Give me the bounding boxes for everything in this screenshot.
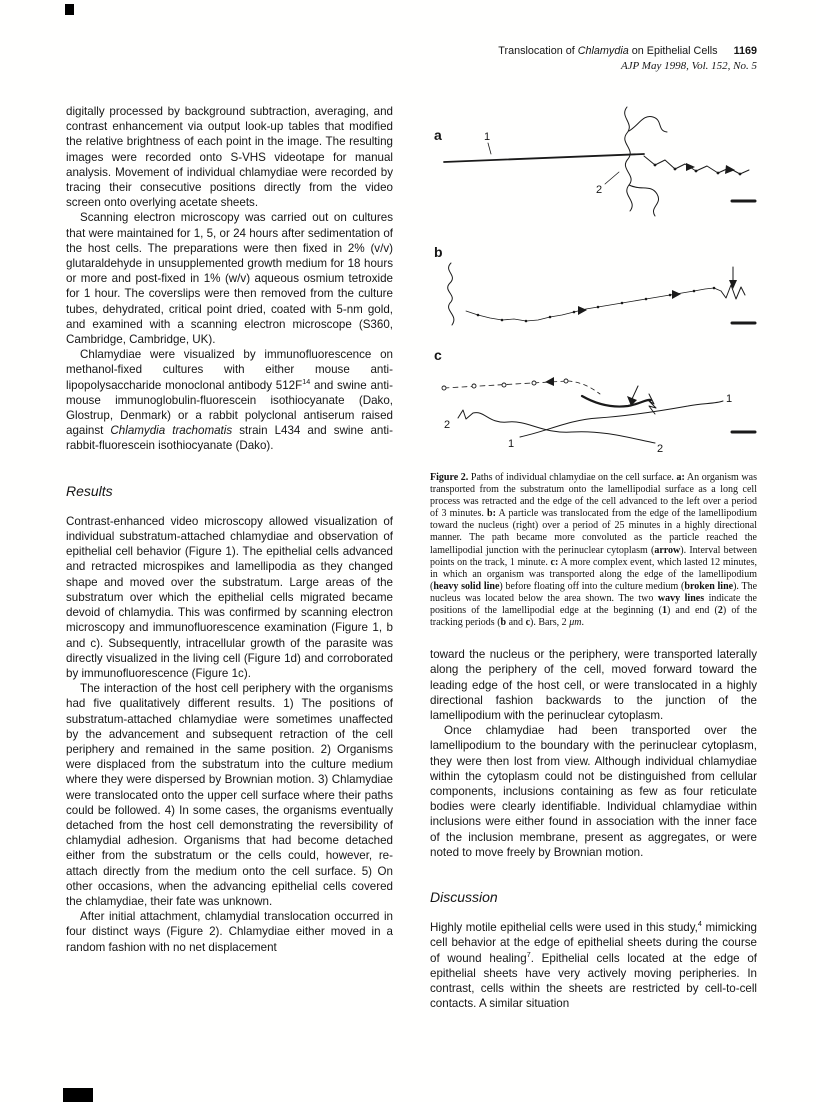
discussion-heading: Discussion bbox=[430, 889, 498, 906]
paragraph: After initial attachment, chlamydial translocation occurred in four distinct ways (Figure 2). Chlamydiae either moved in a random fashion with no net displacement bbox=[66, 910, 393, 954]
panel-c-marker-1-inner: 1 bbox=[508, 438, 515, 450]
print-mark-bottom-left bbox=[63, 1088, 93, 1102]
panel-c-marker-1-right: 1 bbox=[726, 393, 733, 405]
figure-2 bbox=[430, 104, 757, 629]
panel-a-label: a bbox=[434, 127, 442, 143]
left-column bbox=[66, 104, 393, 1011]
journal-citation: AJP May 1998, Vol. 152, No. 5 bbox=[620, 60, 757, 72]
figure-2-panel-a bbox=[430, 104, 757, 239]
running-head-line bbox=[66, 44, 757, 59]
broken-line-track bbox=[568, 381, 600, 394]
lamellipodial-edge-squiggle bbox=[448, 263, 454, 325]
article-body bbox=[66, 104, 757, 1011]
arrowhead-icon bbox=[725, 165, 735, 174]
marker-tick bbox=[605, 172, 619, 184]
cell-edge-squiggle-upper bbox=[629, 116, 667, 132]
results-heading: Results bbox=[66, 482, 113, 499]
panel-a-marker-2: 2 bbox=[596, 184, 603, 196]
paragraph: Once chlamydiae had been transported over the lamellipodium to the boundary with the perinuclear cytoplasm, they were then lost from view. Although individual chlamydiae within the cytoplasm could not be distinguished from cellular components, inclusions containing as few as four reticulate bodies were clearly identifiable. Individual chlamydiae within inclusions were either found in association with the inner face of the inclusion membrane, present as aggregates, or were noted to move freely by Brownian motion. bbox=[430, 724, 757, 859]
figure-2-panel-c bbox=[430, 344, 757, 462]
cell-edge-squiggle-lower bbox=[629, 185, 659, 216]
figure-2-panel-b bbox=[430, 239, 757, 344]
print-mark-top-left bbox=[65, 4, 74, 15]
panel-c-marker-2-inner: 2 bbox=[657, 443, 664, 455]
cell-edge-squiggle bbox=[625, 107, 633, 211]
figure-2-caption: Figure 2. Paths of individual chlamydiae on the cell surface. a: An organism was transported from the substratum onto the lamellipodial surface as a long cell process was retracted and the edge of the cell advanced to the left over a period of 3 minutes. b: A particle was translocated from the edge of the lamellipodium toward the nucleus (right) over a period of 25 minutes in a highly directional manner. The path became more convoluted as the particle reached the lamellipodial junction with the perinuclear cytoplasm (arrow). Interval between points on the track, 1 minute. c: A more complex event, which lasted 12 minutes, in which an organism was transported along the edge of the lamellipodium (heavy solid line) before floating off into the culture medium (broken line). The nucleus was located below the area shown. The two wavy lines indicate the positions of the lamellipodial edge at the beginning (1) and end (2) of the tracking periods (b and c). Bars, 2 μm. bbox=[430, 472, 758, 629]
junction-arrow-icon bbox=[632, 386, 638, 399]
running-title: Translocation of Chlamydia on Epithelial Cells bbox=[498, 45, 718, 57]
panel-b-label: b bbox=[434, 244, 443, 260]
right-column bbox=[430, 104, 757, 1011]
arrowhead-icon bbox=[672, 290, 681, 299]
paragraph: digitally processed by background subtraction, averaging, and contrast enhancement via output look-up tables that modified the relative brightness of each point in the image. The resulting images were recorded onto S-VHS videotape for manual analysis. Movement of individual chlamydiae were recorded by tracing their consecutive positions directly from the video screen onto overlying acetate sheets. bbox=[66, 105, 393, 210]
running-head bbox=[66, 44, 757, 74]
track-points bbox=[477, 287, 716, 323]
page-number: 1169 bbox=[733, 45, 757, 57]
cell-process-line bbox=[444, 154, 644, 162]
paragraph: Contrast-enhanced video microscopy allowed visualization of individual substratum-attached chlamydiae and observation of epithelial cell behavior (Figure 1). The epithelial cells advanced and retracted microspikes and lamellipodia as they changed shape and moved over the substratum. Large areas of the substratum over which the epithelial cells migrated became devoid of chlamydia. This was confirmed by scanning electron microscopy and immunofluorescence examination (Figure 1, b and c). Subsequently, intracellular growth of the parasite was directly visualized in the living cell (Figure 1d) and corroborated by immunofluorescence (Figure 1c). bbox=[66, 514, 393, 680]
paragraph: Scanning electron microscopy was carried out on cultures that were maintained for 1, 5, or 24 hours after sedimentation of the host cells. The preparations were then fixed in 2% (v/v) glutaraldehyde in unsupplemented growth medium for 18 hours or more and post-fixed in 1% (w/v) aqueous osmium tetroxide for 1 hour. The coverslips were then removed from the culture tubes, dehydrated, critical point dried, coated with 5-nm gold, and examined with a scanning electron microscope (S360, Cambridge, Cambridge, UK). bbox=[66, 211, 393, 347]
particle-track bbox=[466, 288, 721, 321]
arrowhead-icon bbox=[545, 377, 554, 386]
paragraph: toward the nucleus or the periphery, were transported laterally along the periphery of the cell, moved forward toward the leading edge of the host cell, or were translocated in a highly directional fashion backwards to the junction of the lamellipodium with the perinuclear cytoplasm. bbox=[430, 648, 757, 723]
arrowhead-icon bbox=[578, 306, 587, 315]
panel-c-marker-2-left: 2 bbox=[444, 419, 451, 431]
heavy-solid-track bbox=[582, 396, 651, 407]
panel-c-label: c bbox=[434, 347, 442, 363]
paragraph: The interaction of the host cell periphery with the organisms had five qualitatively different results. 1) The positions of substratum-attached chlamydiae were sometimes unaffected by the advancement and subsequent retraction of the cell periphery and remained in the same position. 2) Organisms were displaced from the substratum into the culture medium where they were dispersed by Brownian motion. 3) Chlamydiae were translocated onto the upper cell surface where their paths could be followed. 4) In some cases, the organisms eventually detached from the host cell demonstrating the reversibility of chlamydial adhesion. Organisms that had become detached either from the substratum or the cells could, however, re-attach directly from the medium onto the cell surface. 5) On other occasions, when the advancing epithelial cells covered the chlamydiae, their fate was unknown. bbox=[66, 682, 393, 908]
paragraph: Highly motile epithelial cells were used in this study,$^4$ mimicking cell behavior at the edge of epithelial sheets during the course of wound healing$^7$. Epithelial cells located at the edge of epithelial sheets have very actively moving peripheries. In contrast, cells within the sheets are restricted by cell-to-cell contacts. A similar situation bbox=[430, 919, 757, 1011]
panel-a-marker-1: 1 bbox=[484, 131, 491, 143]
marker-tick bbox=[488, 143, 491, 154]
paragraph: Chlamydiae were visualized by immunofluorescence on methanol-fixed cultures with either mouse anti-lipopolysaccharide monoclonal antibody $512F^{14}$ and swine anti-mouse immunoglobulin-fluorescein isothiocyanate (Dako, Glostrup, Denmark) or a rabbit polyclonal antiserum raised against Chlamydia trachomatis strain L434 and swine anti-rabbit-fluorescein isothiocyanate (Dako). bbox=[66, 348, 393, 453]
